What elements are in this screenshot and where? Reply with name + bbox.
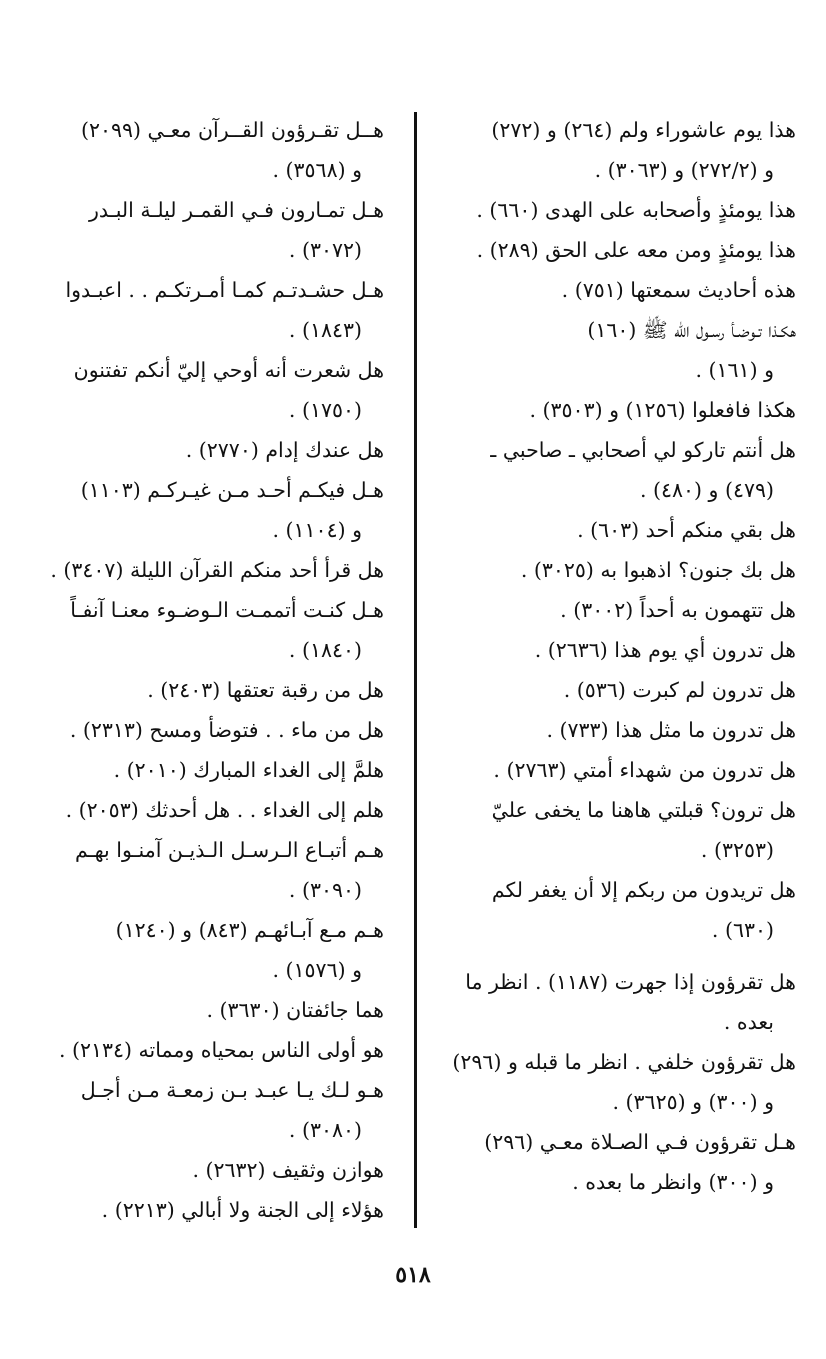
entry-text: هكذا فافعلوا (١٢٥٦) و (٣٥٠٣) .: [529, 398, 796, 422]
entry-text: هل تريدون من ربكم إلا أن يغفر لكم: [491, 878, 796, 902]
entry-text: هو أولى الناس بمحياه ومماته (٢١٣٤) .: [58, 1038, 384, 1062]
entry-continuation: و (١١٠٤) .: [272, 518, 362, 542]
index-entry: [22, 430, 384, 470]
entry-text: هل ترون؟ قبلتي هاهنا ما يخفى عليّ: [491, 798, 796, 822]
entry-text: هذا يومئذٍ ومن معه على الحق (٢٨٩) .: [476, 238, 796, 262]
entry-continuation: (٣٠٨٠) .: [288, 1118, 362, 1142]
index-entry: [434, 270, 796, 310]
entry-text: هـل تقرؤون فـي الصـلاة معـي (٢٩٦): [484, 1130, 796, 1154]
entry-text: هلمَّ إلى الغداء المبارك (٢٠١٠) .: [113, 758, 384, 782]
entry-text: هـل فيكـم أحـد مـن غيـركـم (١١٠٣): [80, 478, 384, 502]
index-entry: [22, 470, 384, 550]
entry-continuation: (٤٧٩) و (٤٨٠) .: [639, 478, 774, 502]
entry-continuation: بعده .: [723, 1010, 774, 1034]
entry-text: هــل تقـرؤون القــرآن معـي (٢٠٩٩): [80, 118, 384, 142]
entry-text: هما جائفتان (٣٦٣٠) .: [206, 998, 384, 1022]
index-entry: [22, 350, 384, 430]
entry-text: هذا يومئذٍ وأصحابه على الهدى (٦٦٠) .: [476, 198, 796, 222]
index-entry: [434, 190, 796, 230]
index-entry: [434, 510, 796, 550]
index-entry: [434, 310, 796, 390]
entry-continuation: و (١٥٧٦) .: [272, 958, 362, 982]
entry-text: هل قرأ أحد منكم القرآن الليلة (٣٤٠٧) .: [50, 558, 384, 582]
entry-text: هل تقرؤون خلفي . انظر ما قبله و (٢٩٦): [452, 1050, 796, 1074]
index-entry: [434, 670, 796, 710]
entry-text: هـم مـع آبـائهـم (٨٤٣) و (١٢٤٠): [115, 918, 384, 942]
entry-text: هل تدرون من شهداء أمتي (٢٧٦٣) .: [493, 758, 796, 782]
index-entry: [434, 430, 796, 510]
entry-text: هل بك جنون؟ اذهبوا به (٣٠٢٥) .: [520, 558, 796, 582]
entry-text: هل عندك إدام (٢٧٧٠) .: [185, 438, 384, 462]
entry-text: هل تقرؤون إذا جهرت (١١٨٧) . انظر ما: [465, 970, 796, 994]
index-entry: [22, 590, 384, 670]
entry-text: هذه أحاديث سمعتها (٧٥١) .: [561, 278, 796, 302]
index-entry: [22, 550, 384, 590]
entry-text: هل أنتم تاركو لي أصحابي ـ صاحبي ـ: [490, 438, 796, 462]
entry-text: هوازن وثقيف (٢٦٣٢) .: [192, 1158, 384, 1182]
entry-continuation: و (٣٥٦٨) .: [272, 158, 362, 182]
entry-continuation: (٣٢٥٣) .: [700, 838, 774, 862]
index-entry: [434, 1122, 796, 1202]
index-entry: [434, 1042, 796, 1122]
entry-text: هـو لـك يـا عبـد بـن زمعـة مـن أجـل: [80, 1078, 384, 1102]
index-column-right: [434, 110, 796, 1202]
index-entry: [22, 270, 384, 350]
index-entry: [22, 110, 384, 190]
column-divider: [414, 112, 417, 1228]
index-column-left: [22, 110, 384, 1230]
entry-continuation: (٣٠٩٠) .: [288, 878, 362, 902]
index-entry: [434, 790, 796, 870]
entry-text: هل تدرون لم كبرت (٥٣٦) .: [563, 678, 796, 702]
entry-text: هل تدرون أي يوم هذا (٢٦٣٦) .: [534, 638, 796, 662]
index-entry: [22, 750, 384, 790]
entry-continuation: (٦٣٠) .: [711, 918, 774, 942]
index-entry: [22, 1190, 384, 1230]
entry-text: هؤلاء إلى الجنة ولا أبالي (٢٢١٣) .: [101, 1198, 384, 1222]
entry-text: هل تتهمون به أحداً (٣٠٠٢) .: [560, 598, 796, 622]
entry-continuation: (٣٠٧٢) .: [288, 238, 362, 262]
index-entry: [22, 910, 384, 990]
index-entry: [22, 1070, 384, 1150]
entry-text: هذا يوم عاشوراء ولم (٢٦٤) و (٢٧٢): [491, 118, 796, 142]
entry-text: هل شعرت أنه أوحي إليّ أنكم تفتنون: [73, 358, 384, 382]
entry-gap: [434, 950, 796, 962]
index-entry: [22, 710, 384, 750]
index-entry: [434, 870, 796, 950]
index-entry: [22, 990, 384, 1030]
entry-text: هـل حشـدتـم كمـا أمـرتكـم . . اعبـدوا: [65, 278, 384, 302]
entry-text: هكـذا تـوضـأ رسـول الله ﷺ (١٦٠): [587, 318, 796, 342]
entry-continuation: و (١٦١) .: [695, 358, 774, 382]
entry-text: هل من ماء . . فتوضأ ومسح (٢٣١٣) .: [69, 718, 384, 742]
entry-text: هـل كنـت أتممـت الـوضـوء معنـا آنفـاً: [70, 598, 384, 622]
entry-text: هـم أتبـاع الـرسـل الـذيـن آمنـوا بهـم: [74, 838, 384, 862]
index-entry: [434, 962, 796, 1042]
index-entry: [434, 630, 796, 670]
index-entry: [22, 190, 384, 270]
entry-text: هل من رقبة تعتقها (٢٤٠٣) .: [147, 678, 384, 702]
entry-continuation: و (٣٠٠) و (٣٦٢٥) .: [612, 1090, 774, 1114]
entry-continuation: و (٢٧٢/٢) و (٣٠٦٣) .: [594, 158, 774, 182]
index-entry: [434, 710, 796, 750]
index-entry: [434, 590, 796, 630]
index-entry: [22, 1150, 384, 1190]
index-entry: [434, 750, 796, 790]
entry-continuation: (١٧٥٠) .: [288, 398, 362, 422]
index-entry: [434, 110, 796, 190]
entry-text: هـل تمـارون فـي القمـر ليلـة البـدر: [89, 198, 384, 222]
entry-text: هل تدرون ما مثل هذا (٧٣٣) .: [546, 718, 796, 742]
entry-text: هلم إلى الغداء . . هل أحدثك (٢٠٥٣) .: [65, 798, 384, 822]
index-entry: [22, 830, 384, 910]
entry-text: هل بقي منكم أحد (٦٠٣) .: [577, 518, 796, 542]
index-entry: [22, 670, 384, 710]
index-entry: [22, 1030, 384, 1070]
index-entry: [434, 230, 796, 270]
page-number: ٥١٨: [395, 1262, 431, 1288]
index-entry: [434, 550, 796, 590]
entry-continuation: (١٨٤٠) .: [288, 638, 362, 662]
entry-continuation: (١٨٤٣) .: [288, 318, 362, 342]
index-entry: [22, 790, 384, 830]
entry-continuation: و (٣٠٠) وانظر ما بعده .: [572, 1170, 774, 1194]
index-entry: [434, 390, 796, 430]
